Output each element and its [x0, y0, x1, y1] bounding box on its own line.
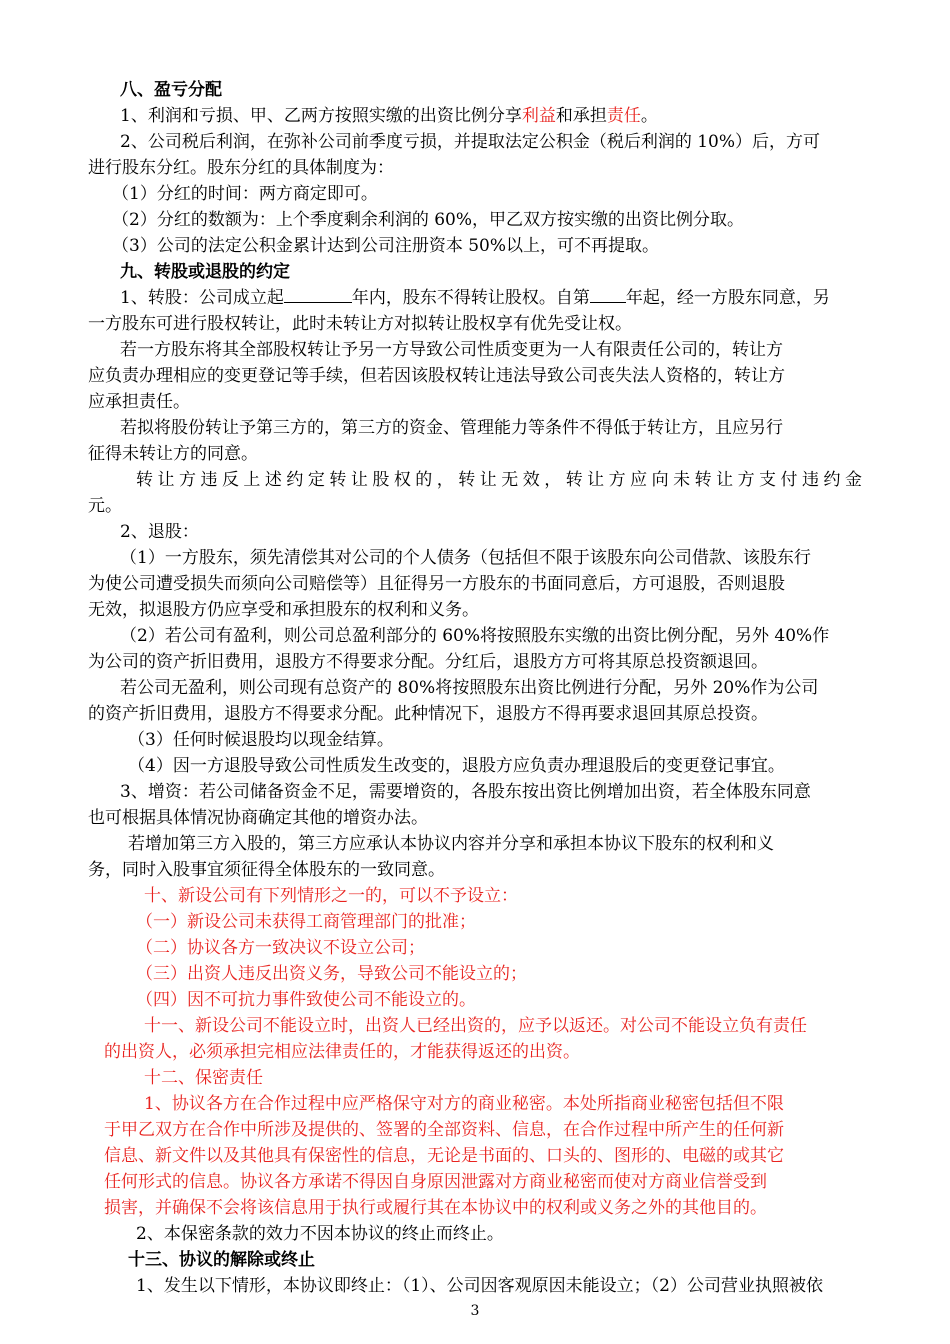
text-span: 1、转股：公司成立起	[120, 288, 284, 308]
paragraph-line: 2、本保密条款的效力不因本协议的终止而终止。	[136, 1224, 504, 1244]
paragraph-line: 征得未转让方的同意。	[88, 444, 258, 464]
section-9-heading: 九、转股或退股的约定	[120, 262, 290, 282]
text-span: 年起，经一方股东同意，另	[625, 288, 830, 308]
paragraph-line: 也可根据具体情况协商确定其他的增资办法。	[88, 808, 428, 828]
paragraph-line: 信息、新文件以及其他具有保密性的信息，无论是书面的、口头的、图形的、电磁的或其它	[104, 1146, 784, 1166]
paragraph-line: 1、发生以下情形，本协议即终止：（1）、公司因客观原因未能设立；（2）公司营业执照被依	[136, 1276, 823, 1296]
paragraph-line: 应负责办理相应的变更登记等手续，但若因该股权转让违法导致公司丧失法人资格的，转让方	[88, 366, 785, 386]
paragraph-line: 若公司无盈利，则公司现有总资产的 80%将按照股东出资比例进行分配，另外 20%作为公司	[120, 678, 819, 698]
paragraph-line: 进行股东分红。股东分红的具体制度为：	[88, 158, 394, 178]
highlight-duty: 责任	[606, 106, 641, 126]
paragraph-line: 一方股东可进行股权转让，此时未转让方对拟转让股权享有优先受让权。	[88, 314, 632, 334]
highlight-profit: 利益	[521, 106, 556, 126]
list-item: （4）因一方退股导致公司性质发生改变的，退股方应负责办理退股后的变更登记事宜。	[128, 756, 785, 776]
fill-blank	[590, 287, 626, 303]
paragraph-line: （2）若公司有盈利，则公司总盈利部分的 60%将按照股东实缴的出资比例分配，另外 40%作	[120, 626, 830, 646]
page-number: 3	[470, 1303, 480, 1319]
subsection-heading: 2、退股：	[120, 522, 199, 542]
paragraph-line: 为公司的资产折旧费用，退股方不得要求分配。分红后，退股方方可将其原总投资额退回。	[88, 652, 768, 672]
list-item: （一）新设公司未获得工商管理部门的批准；	[136, 912, 476, 932]
paragraph-line: 于甲乙双方在合作中所涉及提供的、签署的全部资料、信息，在合作过程中所产生的任何新	[104, 1120, 784, 1140]
section-12-heading: 十二、保密责任	[144, 1068, 263, 1088]
section-11-line: 的出资人，必须承担完相应法律责任的，才能获得返还的出资。	[104, 1042, 580, 1062]
list-item: （三）出资人违反出资义务，导致公司不能设立的；	[136, 964, 527, 984]
paragraph-line: 为使公司遭受损失而须向公司赔偿等）且征得另一方股东的书面同意后，方可退股，否则退股	[88, 574, 785, 594]
section-13-heading: 十三、协议的解除或终止	[128, 1250, 315, 1270]
fill-blank	[284, 287, 352, 303]
paragraph-line: 无效，拟退股方仍应享受和承担股东的权利和义务。	[88, 600, 479, 620]
paragraph-line: 的资产折旧费用，退股方不得要求分配。此种情况下，退股方不得再要求退回其原总投资。	[88, 704, 768, 724]
paragraph-line: 若增加第三方入股的，第三方应承认本协议内容并分享和承担本协议下股东的权利和义	[128, 834, 774, 854]
paragraph-line: 1、协议各方在合作过程中应严格保守对方的商业秘密。本处所指商业秘密包括但不限	[144, 1094, 784, 1114]
section-10-heading: 十、新设公司有下列情形之一的，可以不予设立：	[144, 886, 518, 906]
paragraph-line: 任何形式的信息。协议各方承诺不得因自身原因泄露对方商业秘密而使对方商业信誉受到	[104, 1172, 767, 1192]
paragraph-line: 2、公司税后利润，在弥补公司前季度亏损，并提取法定公积金（税后利润的 10%）后，方可	[120, 132, 821, 152]
list-item: （3）任何时候退股均以现金结算。	[128, 730, 394, 750]
list-item: （2）分红的数额为：上个季度剩余利润的 60%，甲乙双方按实缴的出资比例分取。	[112, 210, 745, 230]
paragraph-line: 若一方股东将其全部股权转让予另一方导致公司性质变更为一人有限责任公司的，转让方	[120, 340, 783, 360]
list-item: （3）公司的法定公积金累计达到公司注册资本 50%以上，可不再提取。	[112, 236, 660, 256]
section-8-heading: 八、盈亏分配	[120, 80, 222, 100]
text-span: 年内，股东不得转让股权。自第	[351, 288, 590, 308]
paragraph-line: 转让方违反上述约定转让股权的，转让无效，转让方应向未转让方支付违约金	[136, 470, 862, 490]
text-span: 1、利润和亏损、甲、乙两方按照实缴的出资比例分享	[120, 106, 522, 126]
paragraph-line: 务，同时入股事宜须征得全体股东的一致同意。	[88, 860, 445, 880]
list-item: （1）分红的时间：两方商定即可。	[112, 184, 378, 204]
paragraph-line	[120, 105, 658, 127]
paragraph-line: 3、增资：若公司储备资金不足，需要增资的，各股东按出资比例增加出资，若全体股东同意	[120, 782, 811, 802]
paragraph-line: 应承担责任。	[88, 392, 190, 412]
list-item: （四）因不可抗力事件致使公司不能设立的。	[136, 990, 476, 1010]
paragraph-line: 若拟将股份转让予第三方的，第三方的资金、管理能力等条件不得低于转让方，且应另行	[120, 418, 783, 438]
paragraph-line: （1）一方股东，须先清偿其对公司的个人债务（包括但不限于该股东向公司借款、该股东行	[120, 548, 811, 568]
text-span: 。	[640, 106, 658, 126]
paragraph-line: 损害，并确保不会将该信息用于执行或履行其在本协议中的权利或义务之外的其他目的。	[104, 1198, 767, 1218]
text-span: 和承担	[555, 106, 607, 126]
paragraph-line: 元。	[88, 496, 122, 516]
list-item: （二）协议各方一致决议不设立公司；	[136, 938, 425, 958]
paragraph-line	[120, 287, 830, 309]
section-11-line: 十一、新设公司不能设立时，出资人已经出资的，应予以返还。对公司不能设立负有责任	[144, 1016, 807, 1036]
